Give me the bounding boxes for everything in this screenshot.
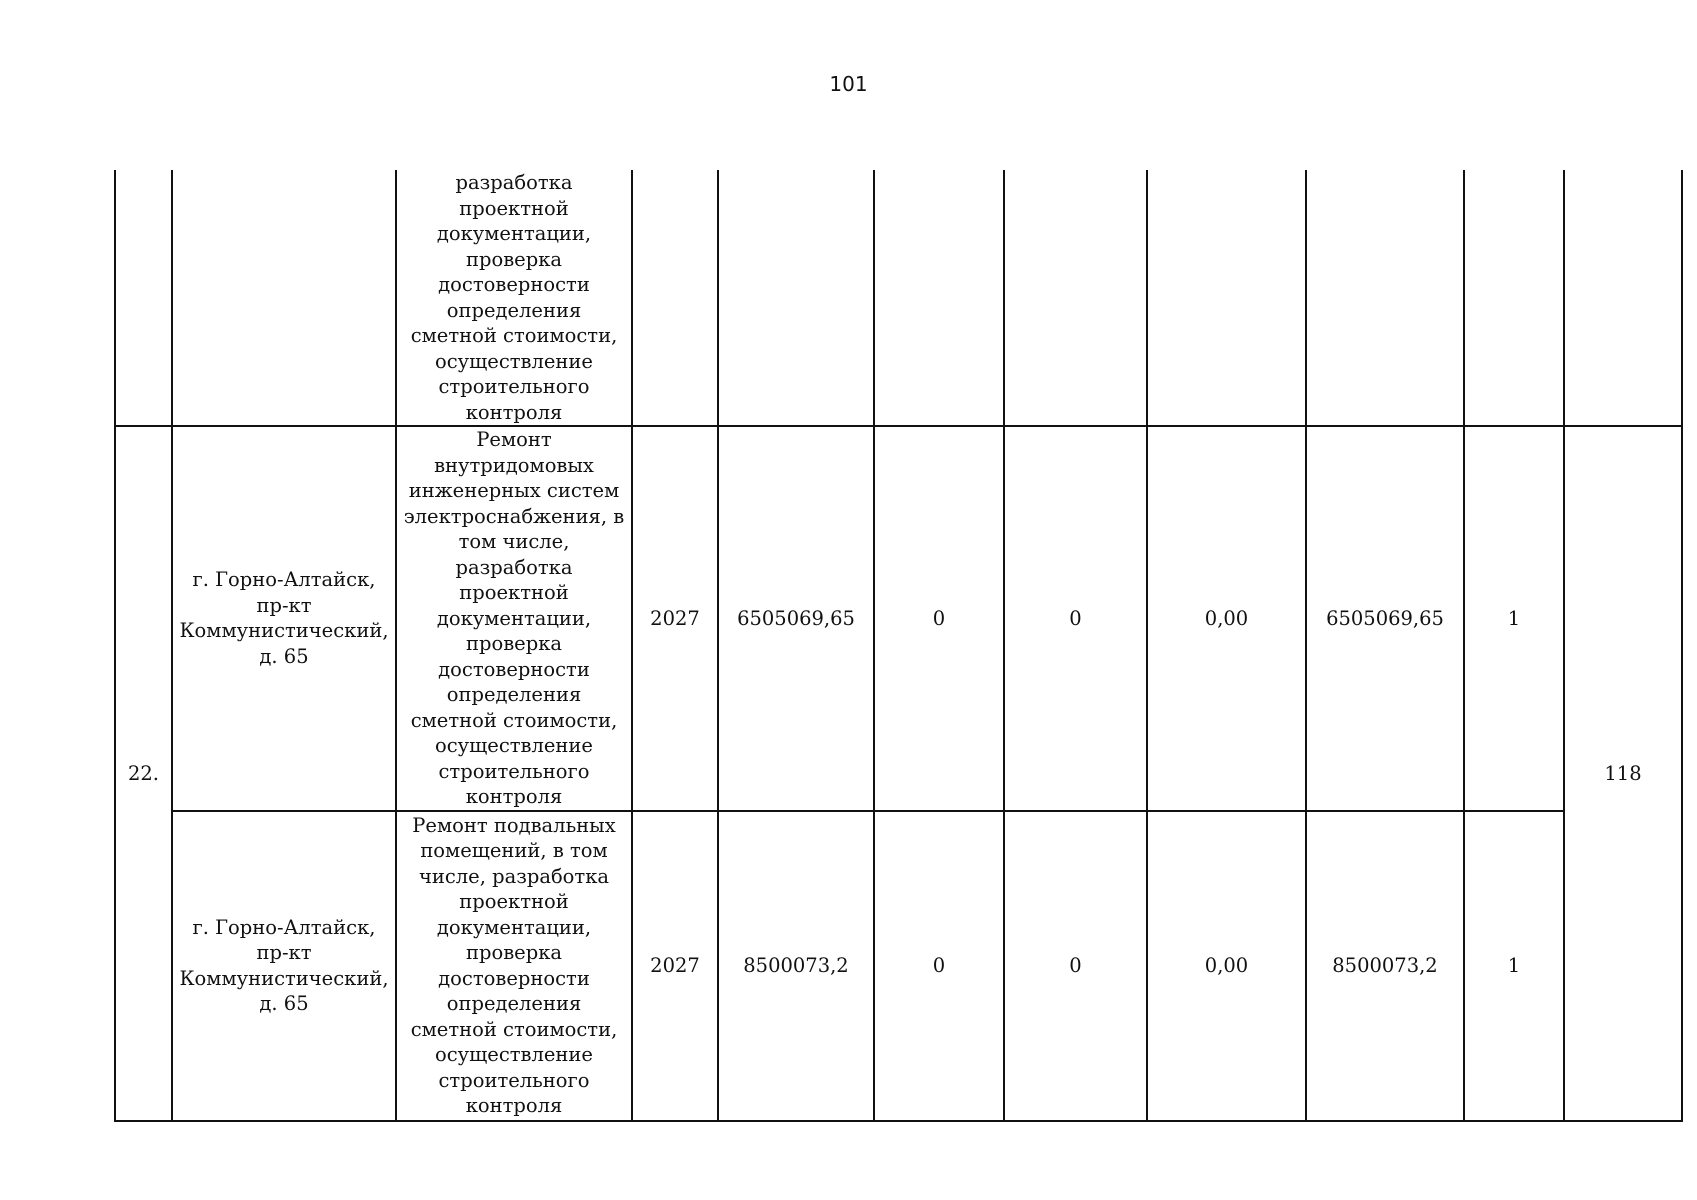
cell-cost: 6505069,65	[718, 426, 874, 811]
cell-total-empty	[1564, 170, 1682, 426]
cell-work-type: разработка проектной документации, проверка достоверности определения сметной стоимости, осуществление строительного контроля	[396, 170, 632, 426]
cell-cost: 8500073,2	[718, 811, 874, 1121]
cell-v2: 0	[1004, 426, 1147, 811]
cell-year: 2027	[632, 811, 718, 1121]
cell-number-empty	[115, 170, 172, 426]
cell-v1-empty	[874, 170, 1004, 426]
works-table	[114, 170, 1683, 1122]
cell-work-type: Ремонт внутридомовых инженерных систем электроснабжения, в том числе, разработка проектной документации, проверка достоверности определения сметной стоимости, осуществление строительного контроля	[396, 426, 632, 811]
cell-year: 2027	[632, 426, 718, 811]
table-row	[115, 426, 1682, 811]
cell-address: г. Горно-Алтайск, пр-кт Коммунистический, д. 65	[172, 811, 396, 1121]
cell-v2-empty	[1004, 170, 1147, 426]
table-row-continued	[115, 170, 1682, 426]
cell-v3: 0,00	[1147, 426, 1306, 811]
cell-entry-number: 22.	[115, 426, 172, 1121]
cell-v3-empty	[1147, 170, 1306, 426]
cell-v4: 8500073,2	[1306, 811, 1464, 1121]
cell-v1: 0	[874, 811, 1004, 1121]
cell-v2: 0	[1004, 811, 1147, 1121]
cell-address-empty	[172, 170, 396, 426]
cell-address: г. Горно-Алтайск, пр-кт Коммунистический, д. 65	[172, 426, 396, 811]
table-row	[115, 811, 1682, 1121]
cell-v5: 1	[1464, 811, 1564, 1121]
cell-cost-empty	[718, 170, 874, 426]
cell-work-type: Ремонт подвальных помещений, в том числе, разработка проектной документации, проверка достоверности определения сметной стоимости, осуществление строительного контроля	[396, 811, 632, 1121]
cell-v3: 0,00	[1147, 811, 1306, 1121]
cell-v4: 6505069,65	[1306, 426, 1464, 811]
cell-v5-empty	[1464, 170, 1564, 426]
cell-entry-total: 118	[1564, 426, 1682, 1121]
cell-year-empty	[632, 170, 718, 426]
cell-v1: 0	[874, 426, 1004, 811]
page-number: 101	[829, 72, 868, 96]
cell-v4-empty	[1306, 170, 1464, 426]
cell-v5: 1	[1464, 426, 1564, 811]
